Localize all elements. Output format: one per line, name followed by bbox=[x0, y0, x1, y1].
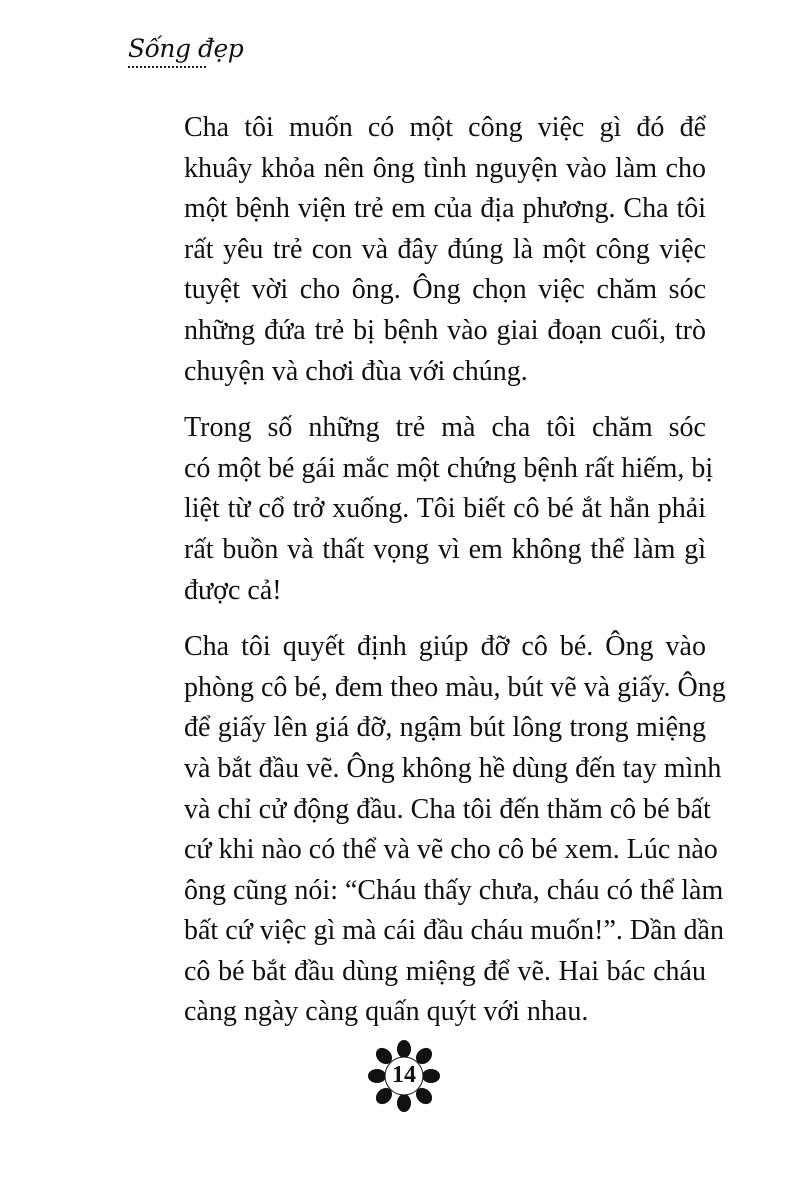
body-text bbox=[128, 108, 726, 1049]
text-line: được cả! bbox=[184, 574, 282, 606]
page-number-badge bbox=[368, 1040, 440, 1112]
text-line: khuây khỏa nên ông tình nguyện vào làm cho bbox=[184, 152, 706, 184]
text-line: Cha tôi muốn có một công việc gì đó để bbox=[184, 112, 706, 143]
text-line: và chỉ cử động đầu. Cha tôi đến thăm cô bé bất bbox=[184, 793, 711, 825]
text-line: bất cứ việc gì mà cái đầu cháu muốn!”. Dần dần bbox=[184, 915, 724, 947]
text-line: những đứa trẻ bị bệnh vào giai đoạn cuối, trò bbox=[184, 314, 706, 346]
text-line: tuyệt vời cho ông. Ông chọn việc chăm sóc bbox=[184, 274, 706, 306]
text-line: cứ khi nào có thể và vẽ cho cô bé xem. Lúc nào bbox=[184, 834, 718, 866]
text-line: liệt từ cổ trở xuống. Tôi biết cô bé ắt hẳn phải bbox=[184, 493, 706, 525]
text-line: một bệnh viện trẻ em của địa phương. Cha tôi bbox=[184, 193, 706, 225]
text-line: có một bé gái mắc một chứng bệnh rất hiếm, bị bbox=[184, 452, 714, 484]
paragraph-3 bbox=[128, 627, 726, 1033]
text-line: chuyện và chơi đùa với chúng. bbox=[184, 355, 528, 387]
text-line: cô bé bắt đầu dùng miệng để vẽ. Hai bác cháu bbox=[184, 955, 706, 987]
text-line: càng ngày càng quấn quýt với nhau. bbox=[184, 996, 589, 1028]
header-dotted-rule bbox=[128, 66, 206, 68]
running-header bbox=[128, 34, 243, 68]
text-line: Cha tôi quyết định giúp đỡ cô bé. Ông vào bbox=[184, 631, 706, 663]
text-line: để giấy lên giá đỡ, ngậm bút lông trong miệng bbox=[184, 712, 706, 744]
text-line: rất yêu trẻ con và đây đúng là một công việc bbox=[184, 233, 706, 265]
header-title: Sống đẹp bbox=[128, 34, 244, 63]
text-line: và bắt đầu vẽ. Ông không hề dùng đến tay mình bbox=[184, 752, 722, 784]
text-line: rất buồn và thất vọng vì em không thể làm gì bbox=[184, 533, 706, 565]
paragraph-2 bbox=[128, 408, 714, 611]
page-number: 14 bbox=[392, 1062, 416, 1088]
text-line: Trong số những trẻ mà cha tôi chăm sóc bbox=[184, 412, 706, 444]
text-line: phòng cô bé, đem theo màu, bút vẽ và giấy. Ông bbox=[184, 671, 726, 703]
text-line: ông cũng nói: “Cháu thấy chưa, cháu có thể làm bbox=[184, 874, 724, 906]
paragraph-1 bbox=[128, 108, 706, 392]
